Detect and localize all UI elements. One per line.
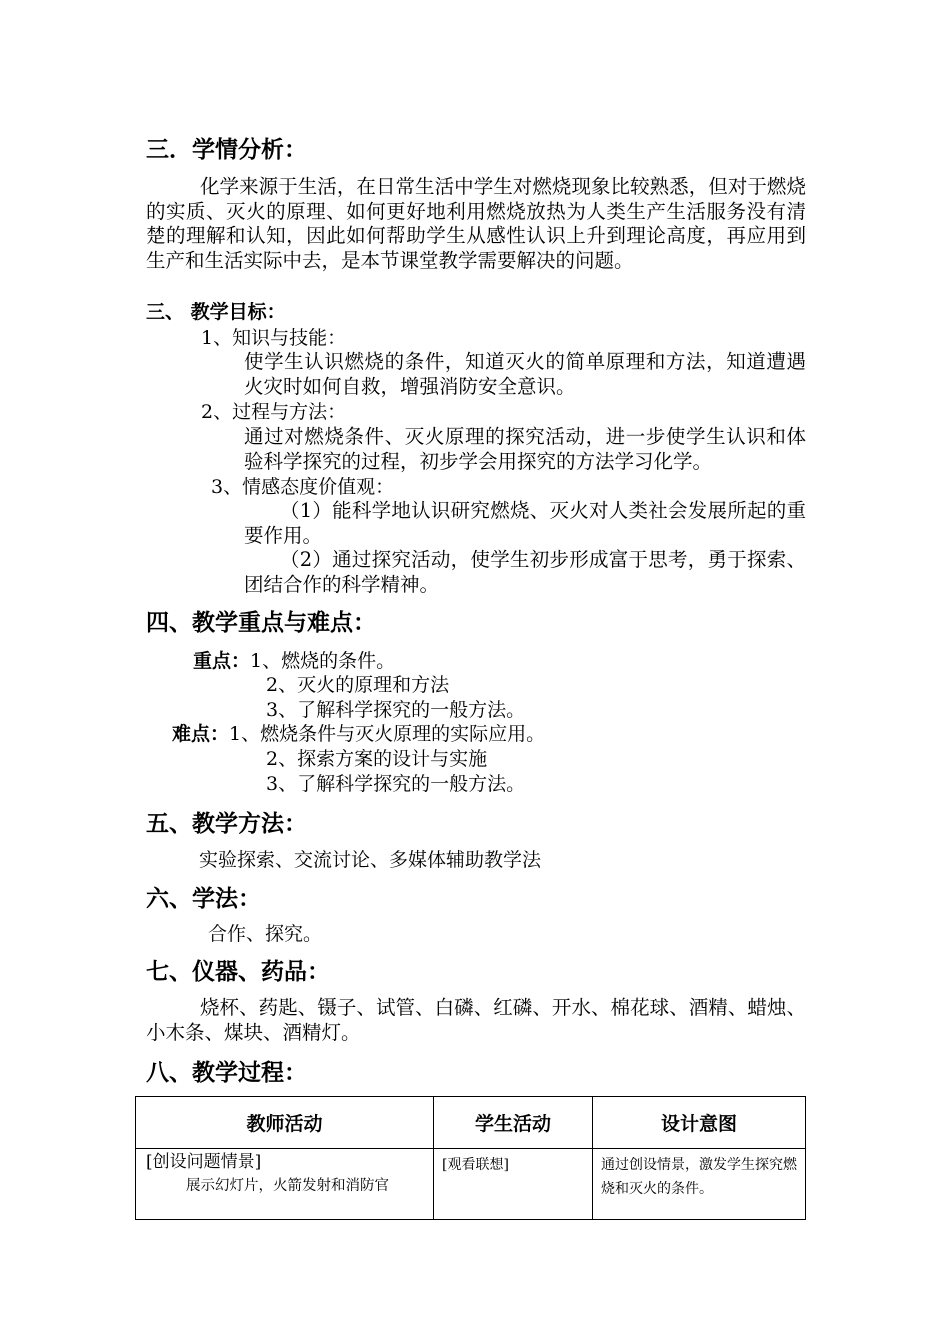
focus-item-1: 1、燃烧的条件。 — [250, 650, 396, 672]
difficulty-item-1: 1、燃烧条件与灭火原理的实际应用。 — [229, 723, 546, 745]
difficulty-item-3: 3、了解科学探究的一般方法。 — [266, 773, 526, 795]
focus-label: 重点： — [193, 650, 251, 672]
goal-2-body: 通过对燃烧条件、灭火原理的探究活动，进一步使学生认识和体验科学探究的过程，初步学会用探究的方法学习化学。 — [244, 425, 806, 473]
design-purpose-text: 通过创设情景，激发学生探究燃烧和灭火的条件。 — [601, 1157, 797, 1197]
section-heading-analysis: 三．学情分析： — [146, 137, 307, 163]
section-heading-materials: 七、仪器、药品： — [146, 959, 330, 985]
focus-item-3: 3、了解科学探究的一般方法。 — [266, 699, 526, 721]
table-header-row — [136, 1097, 806, 1149]
header-student: 学生活动 — [434, 1097, 593, 1149]
goal-3-label: 3、情感态度价值观： — [211, 476, 395, 498]
goal-1-label: 1、知识与技能： — [201, 327, 347, 349]
section-heading-goals: 三、 教学目标： — [146, 301, 286, 323]
goal-2-label: 2、过程与方法： — [201, 401, 347, 423]
header-teacher: 教师活动 — [136, 1097, 434, 1149]
section-heading-process: 八、教学过程： — [146, 1060, 307, 1086]
difficulty-item-2: 2、探索方案的设计与实施 — [266, 748, 488, 770]
section-heading-learning: 六、学法： — [146, 886, 261, 912]
materials-body: 烧杯、药匙、镊子、试管、白磷、红磷、开水、棉花球、酒精、蜡烛、小木条、煤块、酒精灯。 — [146, 996, 806, 1044]
teacher-activity-title: [创设问题情景] — [146, 1152, 262, 1172]
cell-student-activity — [434, 1149, 593, 1220]
focus-item-2: 2、灭火的原理和方法 — [266, 674, 450, 696]
table-row — [136, 1149, 806, 1220]
student-activity-text: [观看联想] — [442, 1157, 509, 1173]
process-table — [135, 1096, 806, 1220]
difficulty-label: 难点： — [172, 723, 230, 745]
cell-design-purpose — [593, 1149, 806, 1220]
goal-1-body: 使学生认识燃烧的条件，知道灭火的简单原理和方法，知道遭遇火灾时如何自救，增强消防安全意识。 — [244, 350, 806, 398]
goal-3-sub-2: （2）通过探究活动，使学生初步形成富于思考，勇于探索、团结合作的科学精神。 — [244, 548, 806, 596]
goal-3-sub-1: （1）能科学地认识研究燃烧、灭火对人类社会发展所起的重要作用。 — [244, 499, 806, 547]
cell-teacher-activity — [136, 1149, 434, 1220]
header-purpose: 设计意图 — [593, 1097, 806, 1149]
learning-body: 合作、探究。 — [208, 923, 323, 945]
methods-body: 实验探索、交流讨论、多媒体辅助教学法 — [199, 849, 542, 871]
teacher-activity-body: 展示幻灯片，火箭发射和消防官 — [186, 1178, 389, 1194]
analysis-paragraph: 化学来源于生活，在日常生活中学生对燃烧现象比较熟悉，但对于燃烧的实质、灭火的原理、如何更好地利用燃烧放热为人类生产生活服务没有清楚的理解和认知，因此如何帮助学生从感性认识上升到理论高度，再应用到生产和生活实际中去，是本节课堂教学需要解决的问题。 — [146, 175, 806, 272]
section-heading-key-points: 四、教学重点与难点： — [146, 610, 376, 636]
section-heading-methods: 五、教学方法： — [146, 811, 307, 837]
